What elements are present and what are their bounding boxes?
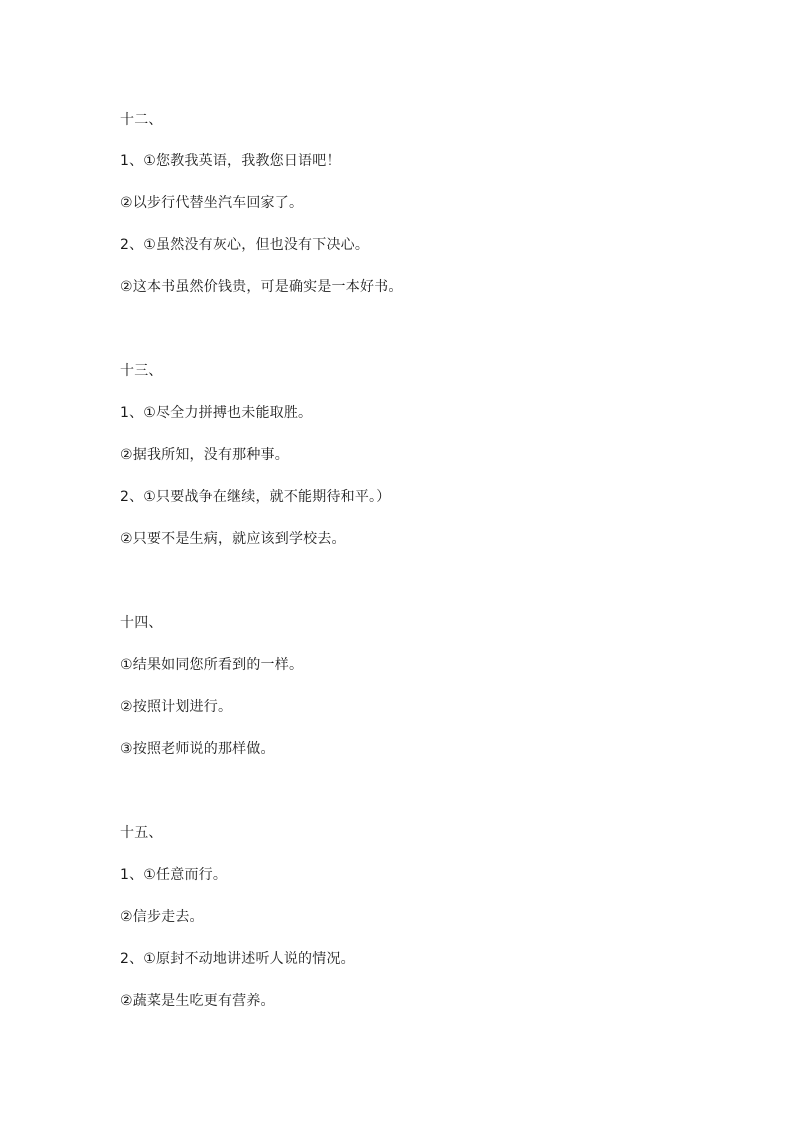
- section-heading-14: 十四、: [120, 615, 163, 631]
- answer-line: 2、①原封不动地讲述听人说的情况。: [120, 951, 355, 967]
- answer-line: 2、①只要战争在继续，就不能期待和平。）: [120, 489, 391, 505]
- answer-line: ①结果如同您所看到的一样。: [120, 657, 304, 673]
- answer-line: 1、①尽全力拼搏也未能取胜。: [120, 405, 313, 421]
- answer-line: ②信步走去。: [120, 909, 204, 925]
- answer-line: ②以步行代替坐汽车回家了。: [120, 195, 304, 211]
- answer-line: 1、①任意而行。: [120, 867, 228, 883]
- answer-line: ②只要不是生病，就应该到学校去。: [120, 531, 346, 547]
- section-heading-15: 十五、: [120, 825, 163, 841]
- answer-line: ②这本书虽然价钱贵，可是确实是一本好书。: [120, 279, 403, 295]
- answer-line: ②蔬菜是生吃更有营养。: [120, 993, 275, 1009]
- answer-line: ②按照计划进行。: [120, 699, 233, 715]
- section-heading-13: 十三、: [120, 363, 163, 379]
- section-heading-12: 十二、: [120, 112, 163, 128]
- answer-line: ③按照老师说的那样做。: [120, 741, 275, 757]
- answer-line: 1、①您教我英语，我教您日语吧！: [120, 153, 341, 169]
- answer-line: ②据我所知，没有那种事。: [120, 447, 289, 463]
- answer-line: 2、①虽然没有灰心，但也没有下决心。: [120, 237, 370, 253]
